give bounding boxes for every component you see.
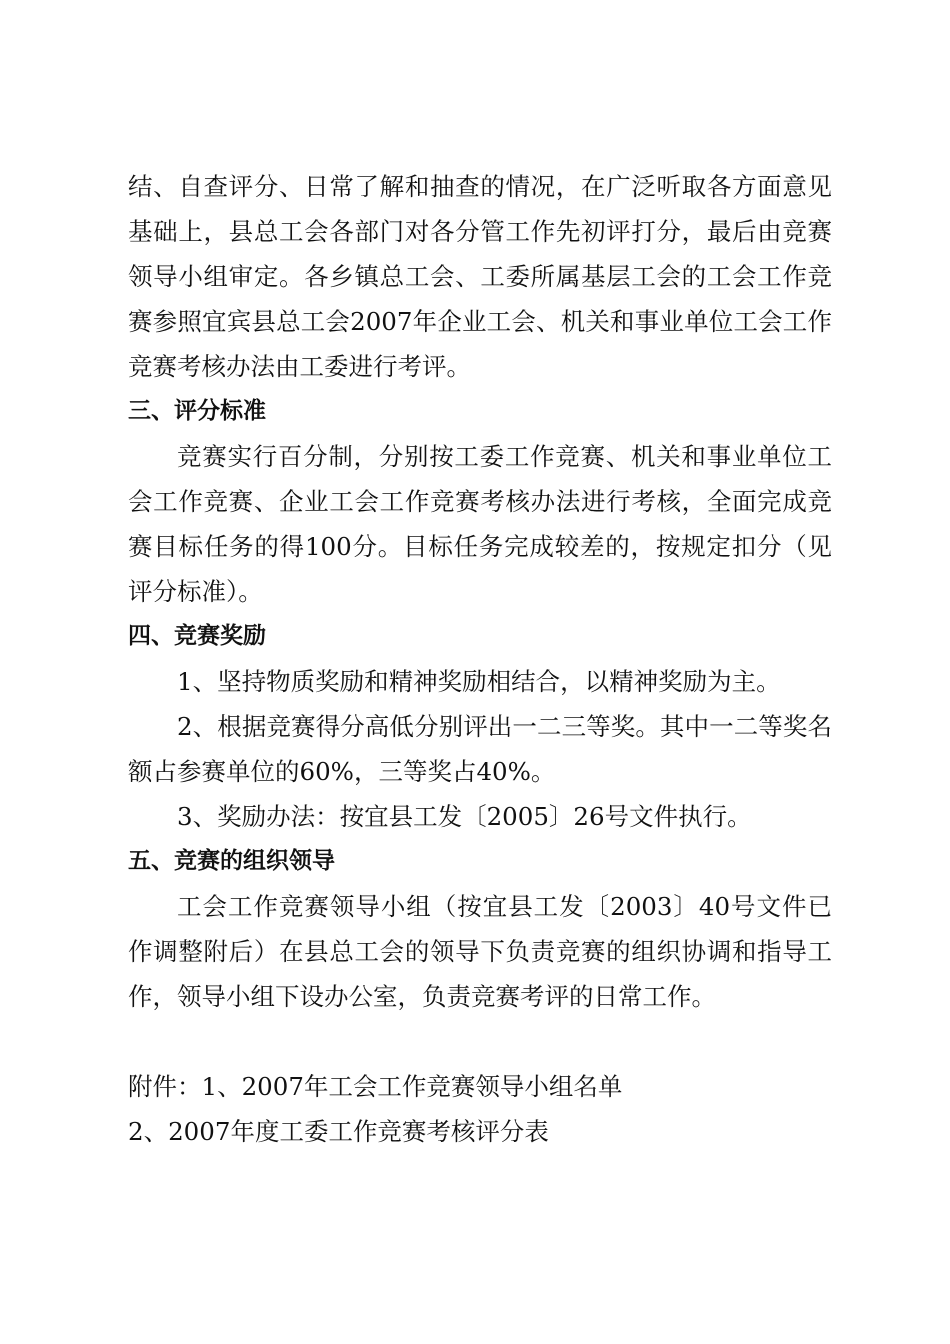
paragraph-evaluation-process: 结、自查评分、日常了解和抽查的情况，在广泛听取各方面意见基础上，县总工会各部门对各分管工作先初评打分，最后由竞赛领导小组审定。各乡镇总工会、工委所属基层工会的工会工作竞赛参照宜宾县总工会2007年企业工会、机关和事业单位工会工作竞赛考核办法由工委进行考评。 — [128, 172, 832, 381]
paragraph-award-item-1: 1、坚持物质奖励和精神奖励相结合，以精神奖励为主。 — [177, 667, 781, 696]
paragraph-scoring-standard: 竞赛实行百分制，分别按工委工作竞赛、机关和事业单位工会工作竞赛、企业工会工作竞赛考核办法进行考核，全面完成竞赛目标任务的得100分。目标任务完成较差的，按规定扣分（见评分标准）。 — [128, 442, 832, 606]
heading-competition-awards: 四、竞赛奖励 — [128, 623, 266, 649]
document-body — [128, 164, 832, 1154]
heading-organization-leadership: 五、竞赛的组织领导 — [128, 848, 335, 874]
attachment-item-1: 附件：1、2007年工会工作竞赛领导小组名单 — [128, 1072, 623, 1101]
blank-line — [128, 1019, 832, 1064]
paragraph-award-item-3: 3、奖励办法：按宜县工发〔2005〕26号文件执行。 — [177, 802, 752, 831]
heading-scoring-standard: 三、评分标准 — [128, 398, 266, 424]
paragraph-organization-leadership: 工会工作竞赛领导小组（按宜县工发〔2003〕40号文件已作调整附后）在县总工会的领导下负责竞赛的组织协调和指导工作，领导小组下设办公室，负责竞赛考评的日常工作。 — [128, 892, 832, 1011]
paragraph-award-item-2: 2、根据竞赛得分高低分别评出一二三等奖。其中一二等奖名额占参赛单位的60%，三等奖占40%。 — [128, 712, 832, 786]
attachment-item-2: 2、2007年度工委工作竞赛考核评分表 — [128, 1117, 549, 1146]
